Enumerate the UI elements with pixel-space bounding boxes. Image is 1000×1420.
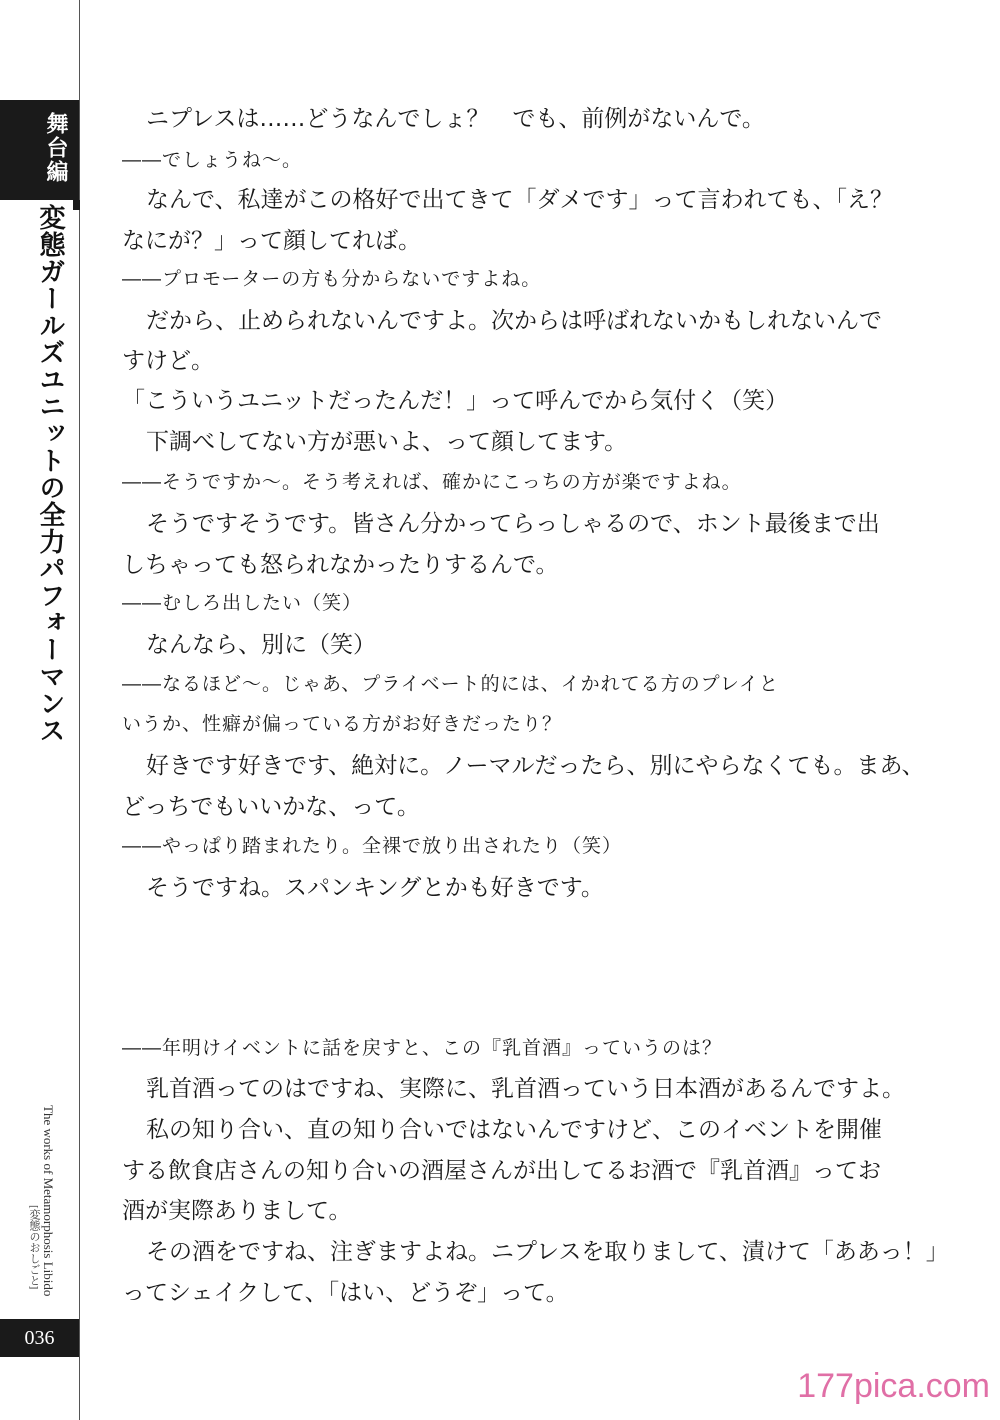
text-line: ――プロモーターの方も分からないですよね。 bbox=[122, 268, 542, 290]
text-line: だから、止められないんですよ。次からは呼ばれないかもしれないんで bbox=[146, 308, 882, 334]
text-line: ――そうですか～。そう考えれば、確かにこっちの方が楽ですよね。 bbox=[122, 471, 742, 493]
text-line: そうですそうです。皆さん分かってらっしゃるので、ホント最後まで出 bbox=[146, 511, 880, 537]
section-label: 舞台編 bbox=[43, 112, 68, 184]
margin-rule bbox=[79, 0, 80, 1420]
text-line: ――なるほど～。じゃあ、プライベート的には、イかれてる方のプレイと bbox=[122, 673, 779, 695]
text-line: いうか、性癖が偏っている方がお好きだったり？ bbox=[122, 713, 563, 735]
text-line: ――でしょうね～。 bbox=[122, 149, 303, 171]
text-line: 好きです好きです、絶対に。ノーマルだったら、別にやらなくても。まあ、 bbox=[146, 753, 925, 779]
text-line: しちゃっても怒られなかったりするんで。 bbox=[122, 552, 559, 578]
text-line: する飲食店さんの知り合いの酒屋さんが出してるお酒で『乳首酒』ってお bbox=[122, 1158, 881, 1184]
text-line: 乳首酒ってのはですね、実際に、乳首酒っていう日本酒があるんですよ。 bbox=[146, 1076, 905, 1102]
text-line: ニプレスは……どうなんでしょ？ でも、前例がないんで。 bbox=[146, 106, 765, 132]
text-line: どっちでもいいかな、って。 bbox=[122, 794, 420, 820]
text-line: 私の知り合い、直の知り合いではないんですけど、このイベントを開催 bbox=[146, 1117, 882, 1143]
text-line: そうですね。スパンキングとかも好きです。 bbox=[146, 875, 604, 901]
tab-notch bbox=[73, 200, 80, 210]
page-number: 036 bbox=[24, 1327, 55, 1349]
text-line: ってシェイクして、「はい、どうぞ」って。 bbox=[122, 1280, 569, 1306]
text-line: なんで、私達がこの格好で出てきて「ダメです」って言われても、「え？ bbox=[146, 187, 894, 213]
text-line: その酒をですね、注ぎますよね。ニプレスを取りまして、漬けて「ああっ！」 bbox=[146, 1239, 949, 1265]
text-line: なにが？」って顔してれば。 bbox=[122, 228, 421, 254]
text-line: なんなら、別に（笑） bbox=[146, 632, 376, 658]
book-title: 変態ガールズユニットの全力パフォーマンス bbox=[35, 204, 65, 744]
text-line: 下調べしてない方が悪いよ、って顔してます。 bbox=[146, 429, 628, 455]
english-title: The works of Metamorphosis Libido bbox=[41, 1105, 56, 1297]
text-line: ――やっぱり踏まれたり。全裸で放り出されたり（笑） bbox=[122, 835, 623, 857]
text-line: すけど。 bbox=[122, 348, 214, 374]
english-subtitle: [変態のおしごと] bbox=[28, 1205, 40, 1290]
text-line: 「こういうユニットだったんだ！」って呼んでから気付く（笑） bbox=[122, 388, 789, 414]
text-line: ――年明けイベントに話を戻すと、この『乳首酒』っていうのは？ bbox=[122, 1037, 723, 1059]
text-line: 酒が実際ありまして。 bbox=[122, 1198, 352, 1224]
text-line: ――むしろ出したい（笑） bbox=[122, 592, 363, 614]
watermark: 177pica.com bbox=[797, 1367, 990, 1405]
